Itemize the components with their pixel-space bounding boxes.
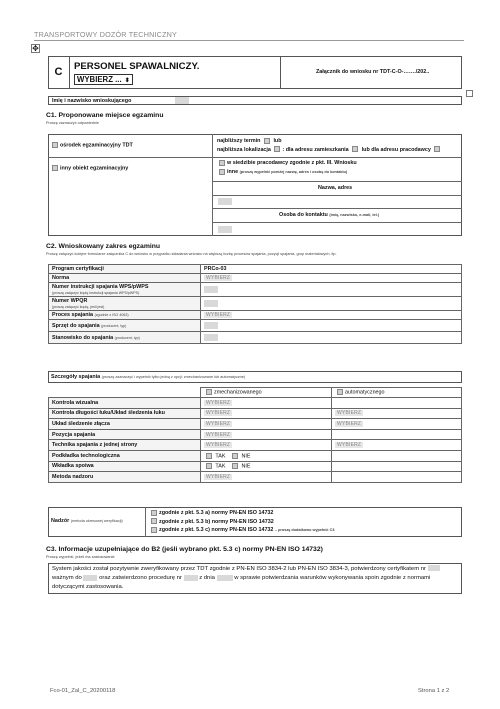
c2-row-label: Numer WPQR (proszę załączyć kopię, jeśli jest) xyxy=(49,297,201,311)
select-arrow-icon: ⬍ xyxy=(124,78,130,84)
cert-number-field[interactable] xyxy=(428,565,440,571)
details-mech-cell[interactable] xyxy=(201,419,332,430)
c2-input[interactable] xyxy=(204,286,218,293)
opt-tdt-center[interactable]: ośrodek egzaminacyjny TDT xyxy=(50,142,133,148)
applicant-field[interactable] xyxy=(175,97,189,104)
details-mech-cell[interactable] xyxy=(201,440,332,451)
name-address-label: Nazwa, adres xyxy=(318,185,353,191)
employer-checkbox[interactable] xyxy=(352,146,358,152)
details-row-label: Kontrola długości łuku/Układ śledzenia łuku xyxy=(49,408,201,419)
valid-until-field[interactable] xyxy=(83,575,97,581)
details-mech-cell[interactable] xyxy=(201,408,332,419)
no-checkbox[interactable] xyxy=(232,463,238,469)
title-divider xyxy=(280,56,281,89)
employer-seat-checkbox[interactable] xyxy=(219,160,225,166)
c2-heading: C2. Wnioskowany zakres egzaminu xyxy=(46,243,161,250)
mech-checkbox[interactable] xyxy=(206,389,212,395)
title-select-value: WYBIERZ ... xyxy=(77,75,122,84)
details-mech-cell[interactable] xyxy=(201,472,332,483)
details-auto-cell[interactable] xyxy=(332,472,462,483)
details-heading: Szczegóły spajania (proszę zaznaczyć i wypełnić tylko jedną z opcji: zmechanizowane lub automatyczne) xyxy=(51,374,246,380)
c2-row-value[interactable] xyxy=(201,320,462,332)
mech-select[interactable]: WYBIERZ xyxy=(206,473,231,480)
no-checkbox[interactable] xyxy=(232,453,238,459)
mech-select[interactable]: WYBIERZ xyxy=(206,442,231,449)
details-row xyxy=(49,398,462,409)
details-auto-cell[interactable] xyxy=(332,419,462,430)
c2-row-label: Program certyfikacji xyxy=(49,265,201,274)
opt-employer-seat: w siedzibie pracodawcy zgodnie z pkt. III. Wniosku inne (proszę wypełnić poniżej nazwę, adres i osobę do kontaktu) xyxy=(217,159,357,177)
c2-row-value[interactable] xyxy=(201,332,462,344)
header-org: TRANSPORTOWY DOZÓR TECHNICZNY xyxy=(34,30,178,39)
c2-row xyxy=(49,265,462,274)
details-auto-cell[interactable] xyxy=(332,440,462,451)
procedure-date-field[interactable] xyxy=(217,575,233,581)
c3-heading: C3. Informacje uzupełniające do B2 (jeśli wybrano pkt. 5.3 c) normy PN-EN ISO 14732) xyxy=(46,546,323,553)
section-letter: C xyxy=(48,56,70,89)
c2-row-label: Norma xyxy=(49,274,201,283)
c2-row-value[interactable]: PRCo-03 xyxy=(201,265,462,274)
mech-select[interactable]: WYBIERZ xyxy=(206,410,231,417)
c2-row-value[interactable] xyxy=(201,274,462,283)
supervision-options: zgodnie z pkt. 5.3 a) normy PN-EN ISO 14732 zgodnie z pkt. 5.3 b) normy PN-EN ISO 14732 zgodnie z pkt. 5.3 c) normy PN-EN ISO 14732 – proszę dodatkowo wypełnić C3 xyxy=(149,509,334,535)
contact-field[interactable] xyxy=(218,226,232,233)
c2-row-label: Proces spajania (zgodnie z ISO 4063) xyxy=(49,311,201,320)
details-row xyxy=(49,472,462,483)
nearest-term-checkbox[interactable] xyxy=(264,138,270,144)
auto-select[interactable]: WYBIERZ xyxy=(337,410,362,417)
details-row xyxy=(49,419,462,430)
auto-select[interactable]: WYBIERZ xyxy=(337,442,362,449)
c2-row xyxy=(49,274,462,283)
details-auto-cell[interactable] xyxy=(332,408,462,419)
footer-code: Fco-01_Zal_C_20200118 xyxy=(50,688,116,694)
c3-text: System jakości został pozytywnie zweryfikowany przez TDT zgodnie z PN-EN ISO 3834-2 lub PN-EN ISO 3834-3, potwierdzony certyfikatem nr ważnym do oraz zatwierdzono procedurę nr z dnia w sprawie potwierdzania warunków wykonywania spoin zgodnie z normami dotyczącymi zastosowania. xyxy=(52,565,460,593)
title-select[interactable] xyxy=(74,74,133,85)
details-mech-cell[interactable] xyxy=(201,429,332,440)
c2-row-label: Numer instrukcji spajania WPS/pWPS (proszę załączyć kopię instrukcji spajania WPS/pWPS) xyxy=(49,283,201,297)
c2-select[interactable]: WYBIERZ xyxy=(206,312,231,318)
c1-hint: Proszę zaznaczyć odpowiednie xyxy=(46,121,99,125)
contact-label: Osoba do kontaktu (imię, nazwisko, e-mail, tel.) xyxy=(279,212,380,218)
c2-hint: Proszę załączyć kolejne formularze załącznika C do wniosku w przypadku składania wniosku na większą liczbę procesów spajania, pozycji spajania, grup materiałowych, itp. xyxy=(46,252,337,256)
details-row-label: Technika spajania z jednej strony xyxy=(49,440,201,451)
other-site-checkbox[interactable] xyxy=(52,165,58,171)
c2-row xyxy=(49,297,462,311)
yes-checkbox[interactable] xyxy=(206,453,212,459)
applicant-label: Imię i nazwisko wnioskującego xyxy=(52,98,132,104)
c2-row xyxy=(49,311,462,320)
header-rule xyxy=(34,40,464,41)
details-mech-cell[interactable]: TAK NIE xyxy=(201,461,332,472)
supervision-label: Nadzór (metoda okresowej weryfikacji) xyxy=(51,518,123,524)
details-row xyxy=(49,450,462,461)
opt-c-checkbox[interactable] xyxy=(151,527,157,533)
other-checkbox[interactable] xyxy=(219,169,225,175)
attachment-ref: Załącznik do wniosku nr TDT-C-O-……./202.. xyxy=(316,69,430,75)
c2-row xyxy=(49,283,462,297)
details-auto-cell[interactable] xyxy=(332,450,462,461)
details-mech-cell[interactable]: TAK NIE xyxy=(201,450,332,461)
opt-other-site[interactable]: inny obiekt egzaminacyjny xyxy=(50,165,128,171)
details-table: zmechanizowanego automatycznego Kontrola wizualna WYBIERZ Kontrola długości łuku/Układ śledzenia łuku WYBIERZ WYBIERZ Układ śledzenie złącza WYBIERZ WYBIERZ Pozycja spajania WYBIERZ Technika spajania z jednej strony WYBIERZ WYBIERZ Podkładka technologiczna TAK NIE Wkładka spoiwa TAK NIE Metoda nadzoru WYBIERZ xyxy=(48,387,462,483)
details-row-label: Pozycja spajania xyxy=(49,429,201,440)
c3-hint: Proszę wypełnić, jeżeli ma zastosowanie xyxy=(46,555,115,559)
opt-nearest: najbliższy termin lub najbliższa lokalizacja : dla adresu zamieszkania lub dla adresu pracodawcy xyxy=(217,137,442,154)
c1-heading: C1. Proponowane miejsce egzaminu xyxy=(46,112,164,119)
details-mech-cell[interactable] xyxy=(201,398,332,409)
details-row-label: Kontrola wizualna xyxy=(49,398,201,409)
auto-select[interactable]: WYBIERZ xyxy=(337,420,362,427)
details-row xyxy=(49,440,462,451)
c2-row-label: Sprzęt do spajania (producent, typ) xyxy=(49,320,201,332)
name-address-field[interactable] xyxy=(218,198,232,205)
employer-address-checkbox[interactable] xyxy=(434,146,440,152)
opt-b-checkbox[interactable] xyxy=(151,518,157,524)
details-row-label: Układ śledzenie złącza xyxy=(49,419,201,430)
residence-checkbox[interactable] xyxy=(274,146,280,152)
auto-checkbox[interactable] xyxy=(337,389,343,395)
mech-select[interactable]: WYBIERZ xyxy=(206,399,231,406)
details-row xyxy=(49,429,462,440)
corner-marker xyxy=(466,90,473,97)
c2-input[interactable] xyxy=(204,300,218,307)
c2-table xyxy=(48,264,462,344)
footer-page: Strona 1 z 2 xyxy=(418,688,450,694)
mech-select[interactable]: WYBIERZ xyxy=(206,431,231,438)
details-row-label: Podkładka technologiczna xyxy=(49,450,201,461)
move-handle-icon[interactable]: ✥ xyxy=(32,44,39,53)
c2-input[interactable] xyxy=(204,334,218,341)
procedure-number-field[interactable] xyxy=(184,575,198,581)
c2-row xyxy=(49,332,462,344)
c2-input[interactable] xyxy=(204,322,218,329)
form-title: PERSONEL SPAWALNICZY. xyxy=(74,61,200,72)
c2-row xyxy=(49,320,462,332)
c2-row-value[interactable] xyxy=(201,311,462,320)
details-row-label: Wkładka spoiwa xyxy=(49,461,201,472)
mech-select[interactable]: WYBIERZ xyxy=(206,420,231,427)
details-row-label: Metoda nadzoru xyxy=(49,472,201,483)
details-auto-cell[interactable] xyxy=(332,429,462,440)
c2-select[interactable]: WYBIERZ xyxy=(206,275,231,281)
details-auto-cell[interactable] xyxy=(332,461,462,472)
tdt-center-checkbox[interactable] xyxy=(52,142,58,148)
opt-a-checkbox[interactable] xyxy=(151,510,157,516)
yes-checkbox[interactable] xyxy=(206,463,212,469)
details-row xyxy=(49,461,462,472)
details-row xyxy=(49,408,462,419)
c2-row-value[interactable] xyxy=(201,297,462,311)
c2-row-value[interactable] xyxy=(201,283,462,297)
details-auto-cell[interactable] xyxy=(332,398,462,409)
c2-row-label: Stanowisko do spajania (producent, typ) xyxy=(49,332,201,344)
